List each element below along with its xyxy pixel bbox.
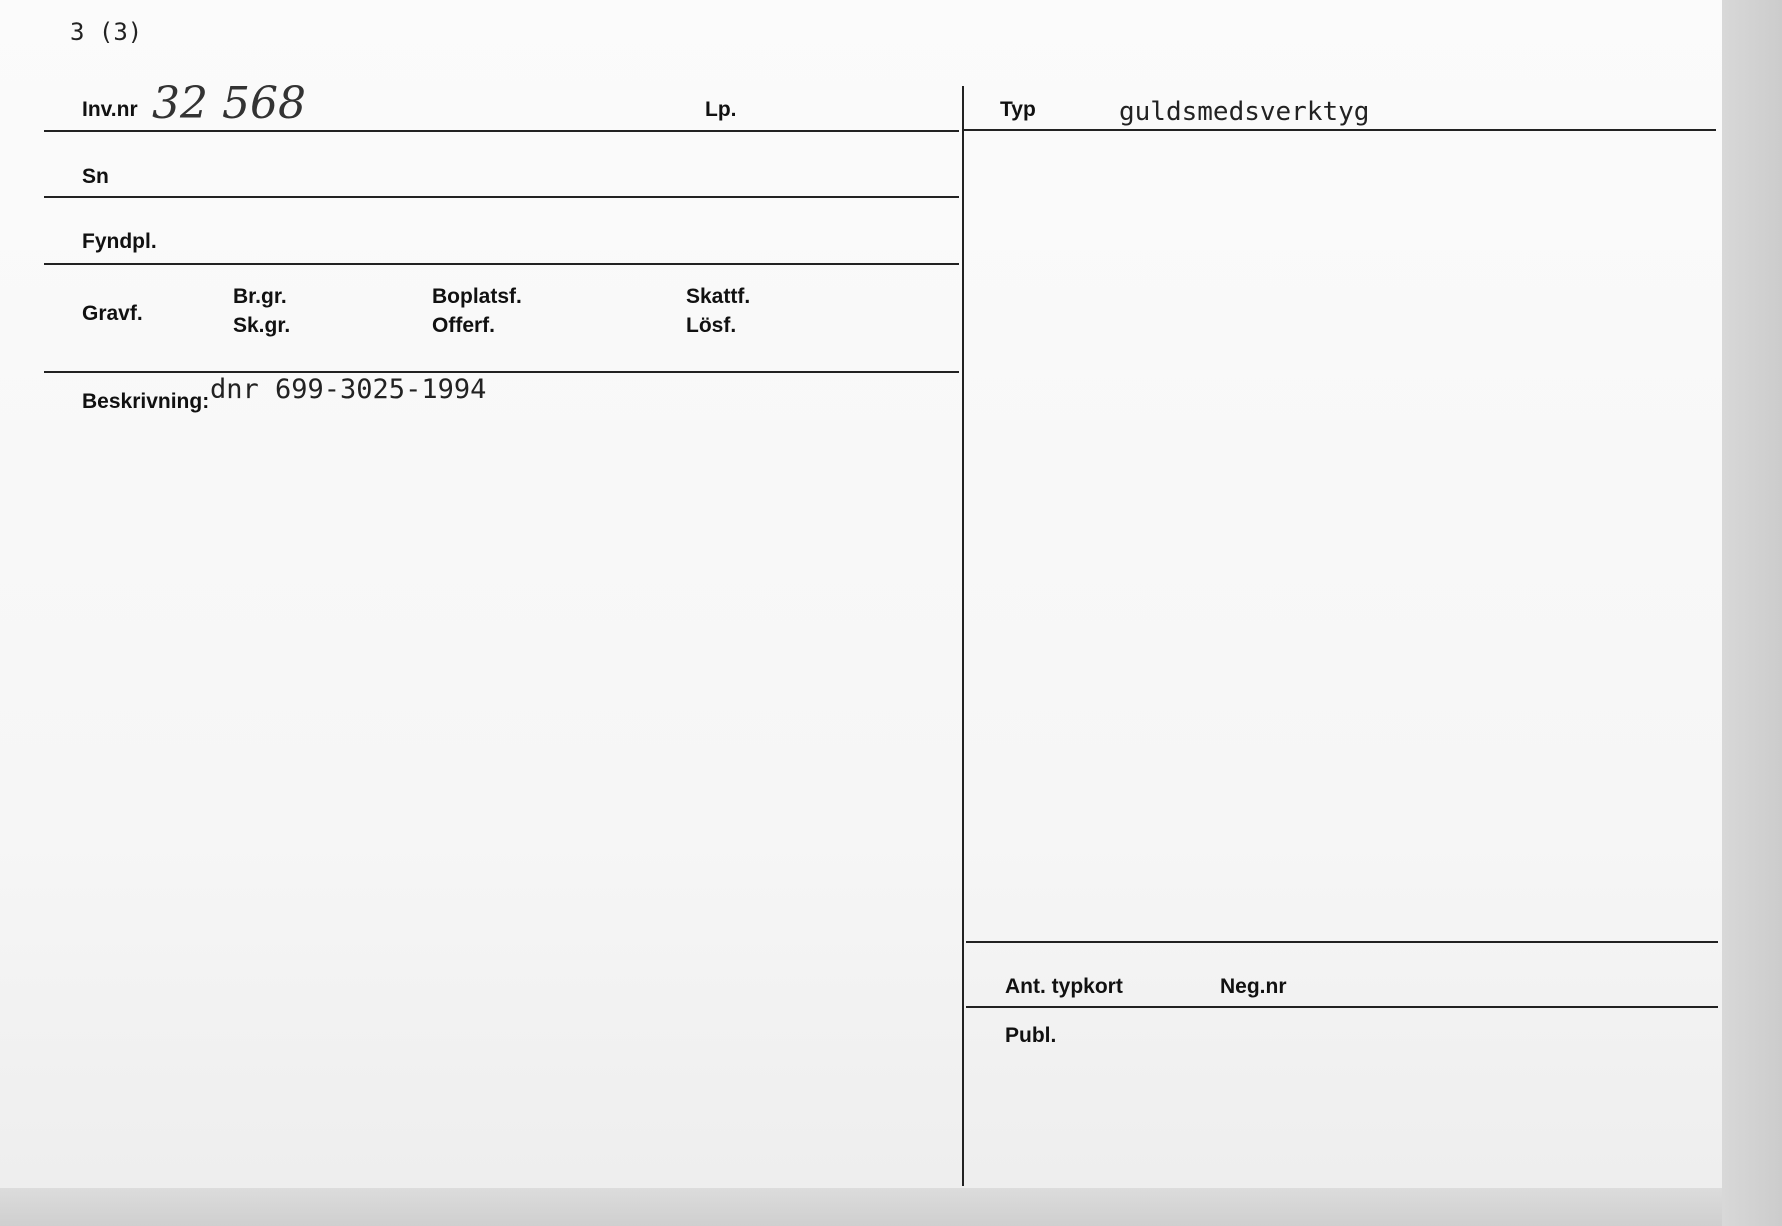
neg-nr-label: Neg.nr	[1220, 975, 1287, 998]
row-divider	[44, 263, 959, 265]
boplatsf-label: Boplatsf.	[432, 285, 522, 308]
row-divider	[966, 941, 1718, 943]
beskrivning-label: Beskrivning:	[82, 390, 210, 413]
sn-label: Sn	[82, 165, 109, 188]
lp-label: Lp.	[705, 98, 737, 121]
inv-nr-label: Inv.nr	[82, 98, 138, 121]
skgr-label: Sk.gr.	[233, 314, 291, 337]
publ-label: Publ.	[1005, 1024, 1057, 1047]
typ-value: guldsmedsverktyg	[1119, 97, 1370, 127]
gravf-label: Gravf.	[82, 302, 143, 325]
losf-label: Lösf.	[686, 314, 737, 337]
ant-typkort-label: Ant. typkort	[1005, 975, 1123, 998]
scan-background	[1722, 0, 1782, 1226]
row-divider	[966, 1006, 1718, 1008]
row-divider	[44, 130, 959, 132]
beskrivning-value: dnr 699-3025-1994	[210, 374, 487, 405]
skattf-label: Skattf.	[686, 285, 751, 308]
scan-background	[0, 1188, 1782, 1226]
row-divider	[44, 196, 959, 198]
brgr-label: Br.gr.	[233, 285, 287, 308]
inv-nr-value: 32 568	[152, 78, 306, 129]
offerf-label: Offerf.	[432, 314, 495, 337]
row-divider	[44, 371, 959, 373]
fyndpl-label: Fyndpl.	[82, 230, 157, 253]
card-reference: 3 (3)	[70, 18, 143, 46]
row-divider	[964, 129, 1716, 131]
column-divider	[962, 86, 964, 1186]
typ-label: Typ	[1000, 98, 1036, 121]
